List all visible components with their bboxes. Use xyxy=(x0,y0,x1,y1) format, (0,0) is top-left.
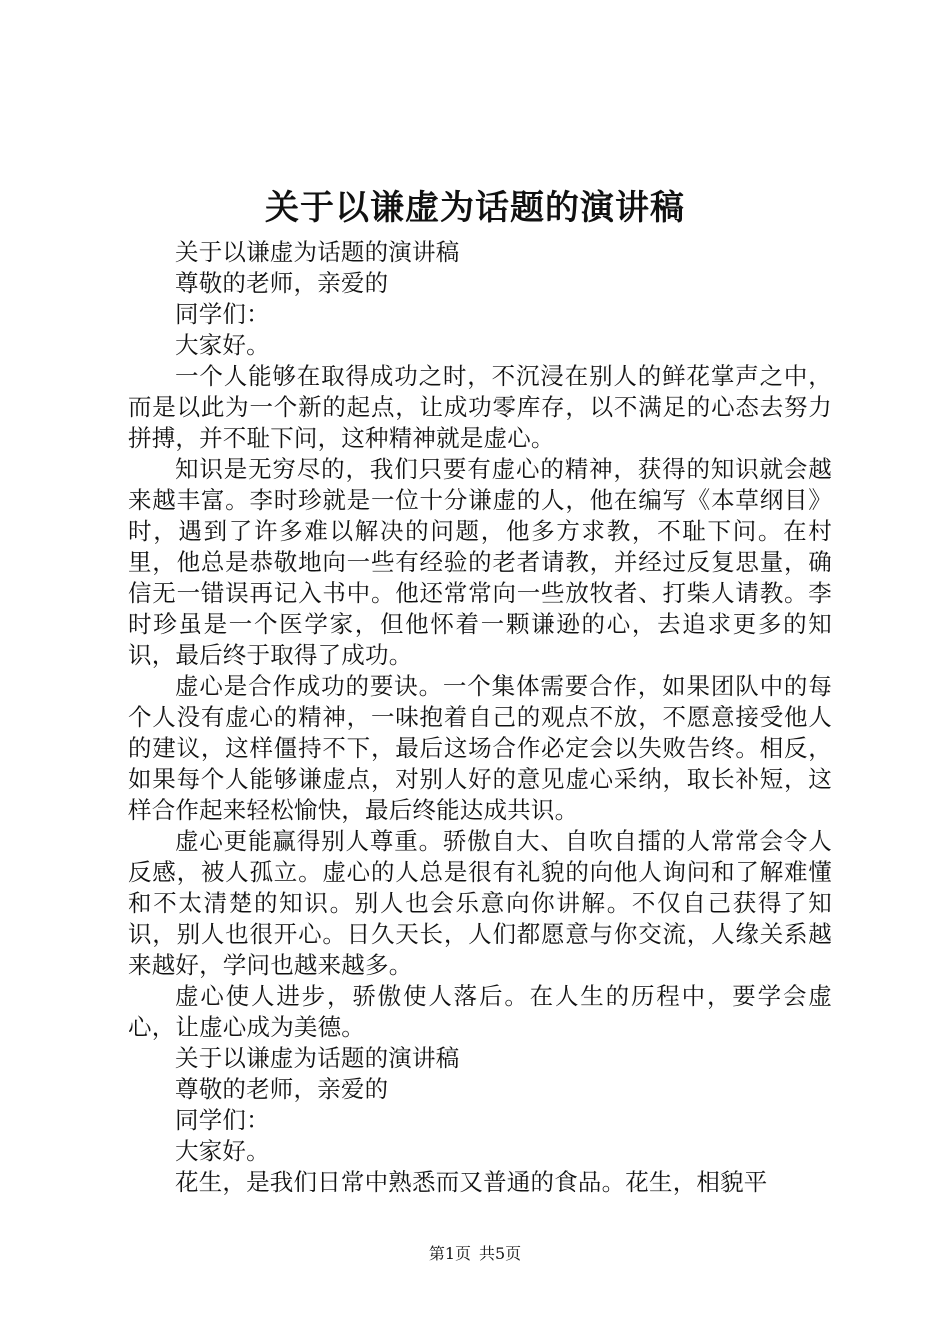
paragraph: 一个人能够在取得成功之时，不沉浸在别人的鲜花掌声之中，而是以此为一个新的起点，让成功零库存，以不满足的心态去努力拼搏，并不耻下问，这种精神就是虚心。 xyxy=(128,362,832,452)
paragraph: 虚心更能赢得别人尊重。骄傲自大、自吹自擂的人常常会令人反感，被人孤立。虚心的人总是很有礼貌的向他人询问和了解难懂和不太清楚的知识。别人也会乐意向你讲解。不仅自己获得了知识，别人也很开心。日久天长，人们都愿意与你交流，人缘关系越来越好，学问也越来越多。 xyxy=(128,827,832,979)
page-footer xyxy=(0,1243,950,1265)
paragraph: 知识是无穷尽的，我们只要有虚心的精神，获得的知识就会越来越丰富。李时珍就是一位十分谦虚的人，他在编写《本草纲目》时，遇到了许多难以解决的问题，他多方求教，不耻下问。在村里，他总是恭敬地向一些有经验的老者请教，并经过反复思量，确信无一错误再记入书中。他还常常向一些放牧者、打柴人请教。李时珍虽是一个医学家，但他怀着一颗谦逊的心，去追求更多的知识，最后终于取得了成功。 xyxy=(128,455,832,669)
paragraph: 关于以谦虚为话题的演讲稿 xyxy=(175,238,460,266)
document-body xyxy=(128,237,832,1198)
paragraph: 同学们： xyxy=(175,300,270,328)
paragraph: 虚心使人进步，骄傲使人落后。在人生的历程中，要学会虚心，让虚心成为美德。 xyxy=(128,982,832,1041)
page-total: 共5页 xyxy=(479,1244,522,1263)
paragraph: 虚心是合作成功的要诀。一个集体需要合作，如果团队中的每个人没有虚心的精神，一味抱着自己的观点不放，不愿意接受他人的建议，这样僵持不下，最后这场合作必定会以失败告终。相反，如果每个人能够谦虚点，对别人好的意见虚心采纳，取长补短，这样合作起来轻松愉快，最后终能达成共识。 xyxy=(128,672,832,824)
paragraph: 花生，是我们日常中熟悉而又普通的食品。花生，相貌平 xyxy=(175,1168,768,1196)
document-title: 关于以谦虚为话题的演讲稿 xyxy=(265,188,685,228)
paragraph: 同学们： xyxy=(175,1106,270,1134)
page-number: 第1页 xyxy=(428,1244,471,1263)
paragraph: 大家好。 xyxy=(175,331,270,359)
paragraph: 尊敬的老师，亲爱的 xyxy=(175,269,389,297)
paragraph: 尊敬的老师，亲爱的 xyxy=(175,1075,389,1103)
paragraph: 关于以谦虚为话题的演讲稿 xyxy=(175,1044,460,1072)
paragraph: 大家好。 xyxy=(175,1137,270,1165)
